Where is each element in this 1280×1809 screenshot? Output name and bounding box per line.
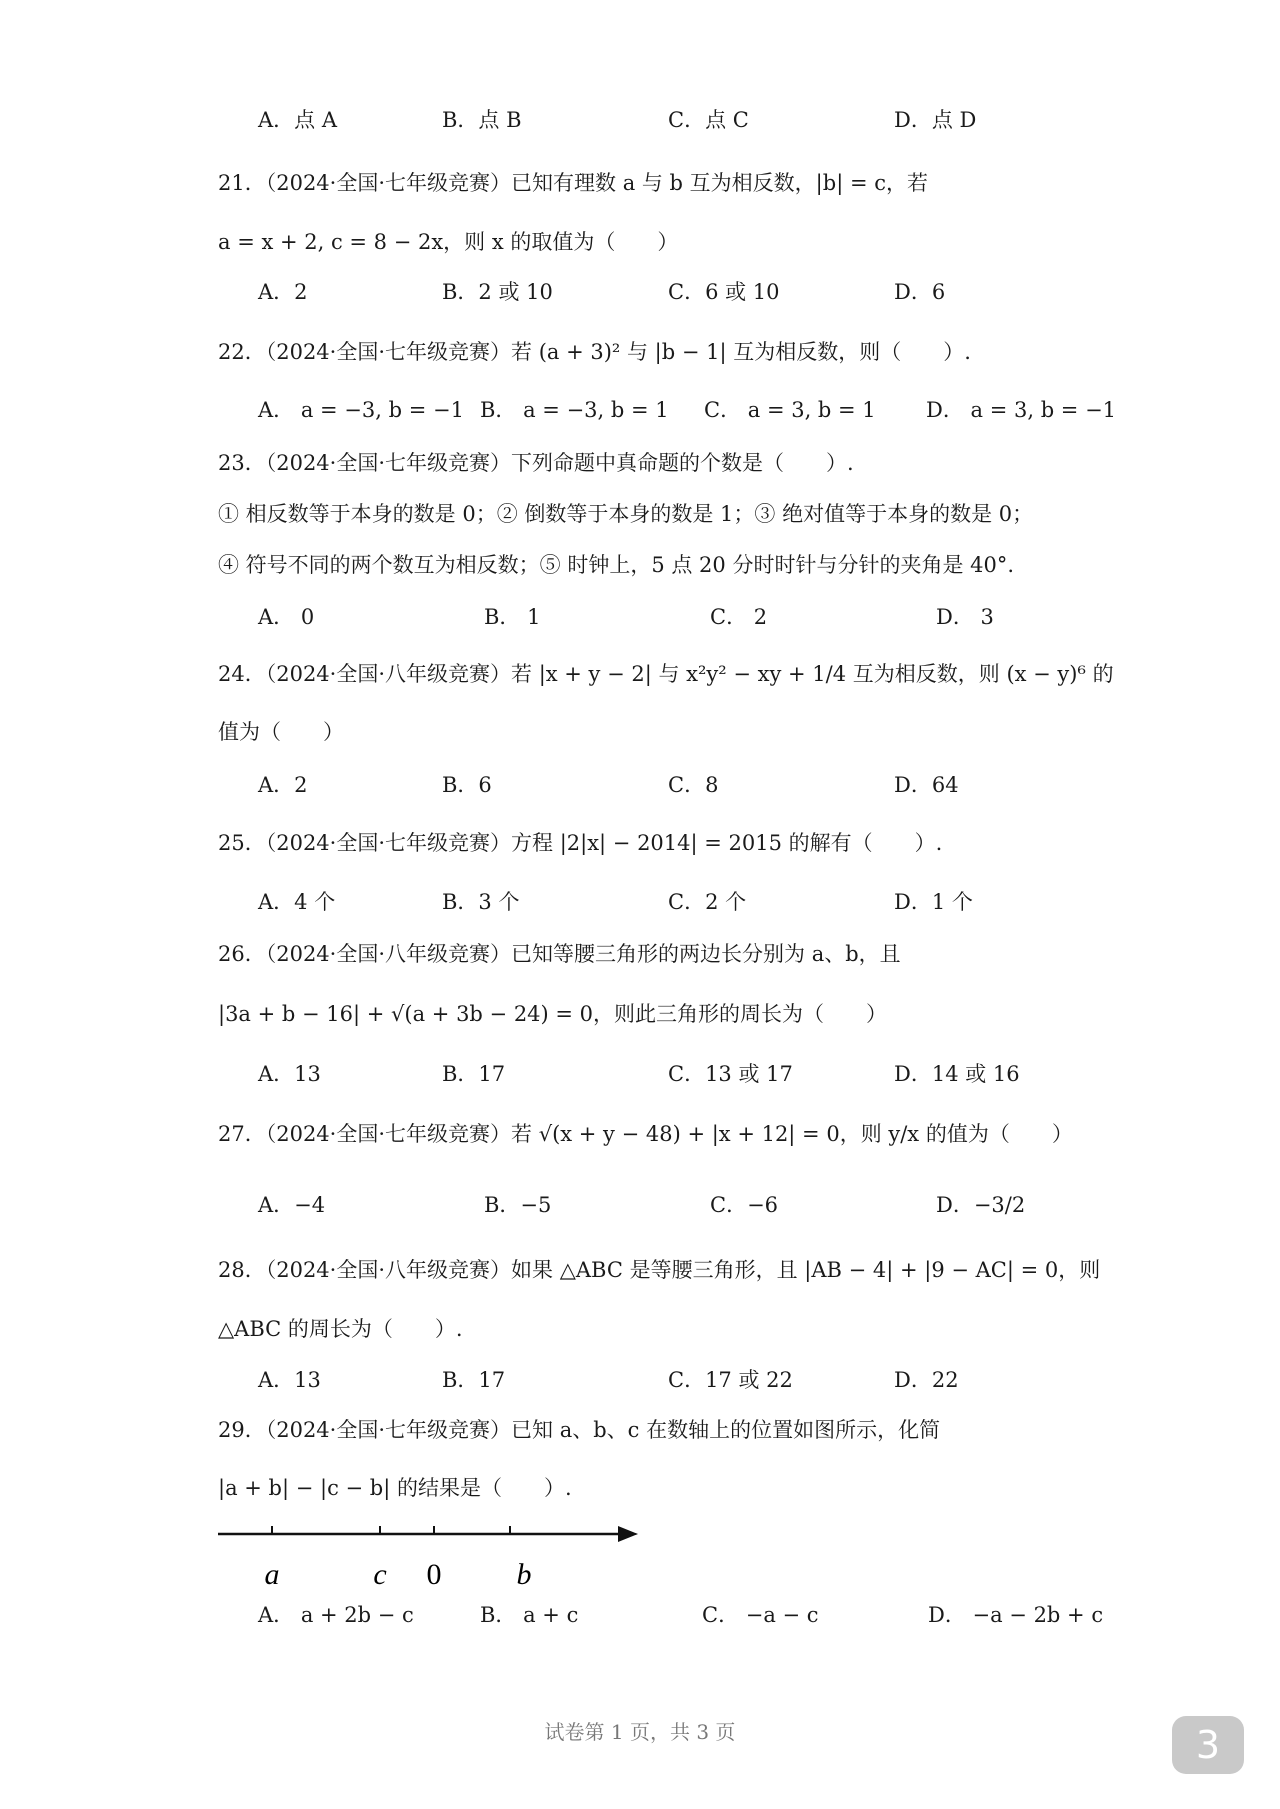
option-d: D．22 xyxy=(894,1368,959,1392)
arrow-head-icon xyxy=(618,1526,638,1542)
question-23-line1: 23．（2024·全国·七年级竞赛）下列命题中真命题的个数是（ ）. xyxy=(218,451,854,475)
option-c: C．点 C xyxy=(668,108,749,132)
option-a: A．4 个 xyxy=(258,890,336,914)
page-footer: 试卷第 1 页，共 3 页 xyxy=(544,1720,736,1744)
option-b: B． a = −3, b = 1 xyxy=(480,398,669,422)
option-b: B．3 个 xyxy=(442,890,520,914)
option-a: A． 0 xyxy=(258,605,315,629)
option-c: C． a = 3, b = 1 xyxy=(704,398,876,422)
question-24-line2: 值为（ ） xyxy=(218,720,344,744)
option-b: B． 1 xyxy=(484,605,541,629)
option-b: B．17 xyxy=(442,1368,506,1392)
option-b: B．−5 xyxy=(484,1193,552,1217)
option-b: B．2 或 10 xyxy=(442,280,553,304)
option-a: A．−4 xyxy=(258,1193,326,1217)
option-d: D．6 xyxy=(894,280,946,304)
option-d: D．14 或 16 xyxy=(894,1062,1020,1086)
option-c: C．17 或 22 xyxy=(668,1368,793,1392)
option-d: D．点 D xyxy=(894,108,977,132)
question-21-line1: 21．（2024·全国·七年级竞赛）已知有理数 a 与 b 互为相反数，|b| = c，若 xyxy=(218,171,928,195)
label-b: b xyxy=(516,1558,532,1591)
question-28-line1: 28．（2024·全国·八年级竞赛）如果 △ABC 是等腰三角形，且 |AB − 4| + |9 − AC| = 0，则 xyxy=(218,1258,1101,1282)
number-line-figure xyxy=(218,1520,638,1610)
question-25-line1: 25．（2024·全国·七年级竞赛）方程 |2|x| − 2014| = 2015 的解有（ ）. xyxy=(218,831,943,855)
option-c: C．2 个 xyxy=(668,890,747,914)
question-29-line2: |a + b| − |c − b| 的结果是（ ）. xyxy=(218,1476,572,1500)
page-number-badge[interactable]: 3 xyxy=(1172,1716,1244,1774)
option-b: B．17 xyxy=(442,1062,506,1086)
option-b: B． a + c xyxy=(480,1603,579,1627)
option-c: C．13 或 17 xyxy=(668,1062,793,1086)
option-c: C．6 或 10 xyxy=(668,280,780,304)
option-c: C．−6 xyxy=(710,1193,779,1217)
question-21-line2: a = x + 2, c = 8 − 2x，则 x 的取值为（ ） xyxy=(218,230,679,254)
option-a: A．点 A xyxy=(258,108,338,132)
option-a: A．13 xyxy=(258,1062,321,1086)
question-26-line2: |3a + b − 16| + √(a + 3b − 24) = 0，则此三角形的周长为（ ） xyxy=(218,1002,888,1026)
option-a: A．2 xyxy=(258,773,308,797)
option-c: C．8 xyxy=(668,773,719,797)
option-c: C． 2 xyxy=(710,605,768,629)
question-27-line1: 27．（2024·全国·七年级竞赛）若 √(x + y − 48) + |x + 12| = 0，则 y/x 的值为（ ） xyxy=(218,1122,1073,1146)
option-b: B．点 B xyxy=(442,108,522,132)
option-a: A．2 xyxy=(258,280,308,304)
question-23-line2: ① 相反数等于本身的数是 0；② 倒数等于本身的数是 1；③ 绝对值等于本身的数是 0； xyxy=(218,502,1034,526)
option-d: D． −a − 2b + c xyxy=(928,1603,1104,1627)
option-b: B．6 xyxy=(442,773,492,797)
option-a: A．13 xyxy=(258,1368,321,1392)
question-24-line1: 24．（2024·全国·八年级竞赛）若 |x + y − 2| 与 x²y² − xy + 1/4 互为相反数，则 (x − y)⁶ 的 xyxy=(218,662,1114,686)
question-22-line1: 22．（2024·全国·七年级竞赛）若 (a + 3)² 与 |b − 1| 互为相反数，则（ ）. xyxy=(218,340,971,364)
question-23-line3: ④ 符号不同的两个数互为相反数；⑤ 时钟上，5 点 20 分时时针与分针的夹角是 40°. xyxy=(218,553,1015,577)
option-d: D．−3/2 xyxy=(936,1193,1026,1217)
label-a: a xyxy=(264,1558,280,1591)
question-28-line2: △ABC 的周长为（ ）. xyxy=(218,1317,463,1341)
option-d: D． 3 xyxy=(936,605,994,629)
option-c: C． −a − c xyxy=(702,1603,819,1627)
label-c: c xyxy=(373,1558,387,1591)
label-zero: 0 xyxy=(426,1558,442,1591)
option-d: D．64 xyxy=(894,773,959,797)
option-a: A． a + 2b − c xyxy=(258,1603,414,1627)
option-a: A． a = −3, b = −1 xyxy=(258,398,464,422)
option-d: D． a = 3, b = −1 xyxy=(926,398,1117,422)
option-d: D．1 个 xyxy=(894,890,973,914)
question-29-line1: 29．（2024·全国·七年级竞赛）已知 a、b、c 在数轴上的位置如图所示，化简 xyxy=(218,1418,941,1442)
question-26-line1: 26．（2024·全国·八年级竞赛）已知等腰三角形的两边长分别为 a、b，且 xyxy=(218,942,901,966)
